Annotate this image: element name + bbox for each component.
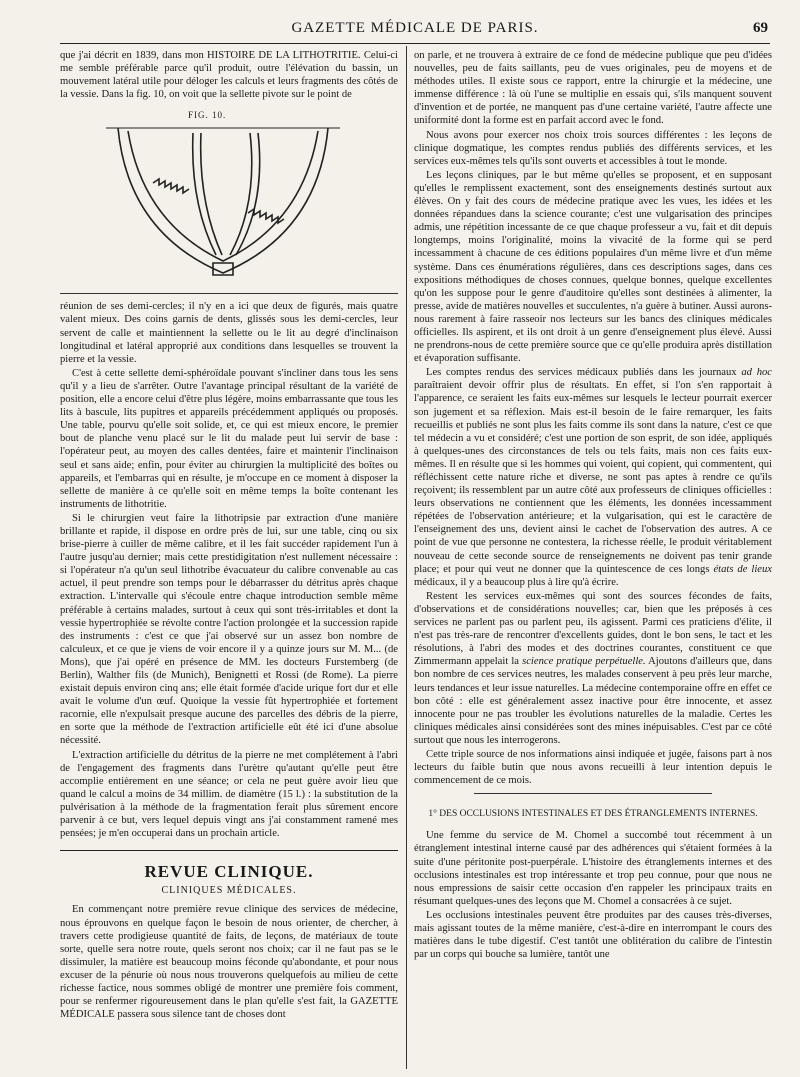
left-paragraph-5: En commençant notre première revue clinique des services de médecine, nous éprouvons en quelque façon le besoin de nous orienter, de chercher, à travers cette prodigieuse quantité de faits, de leçons, de matériaux de toute sorte, quelle sera notre route, quels seront nos choix; car il ne faut pas se le dissimuler, la matière est beaucoup moins féconde qu'abondante, et pour nous excuser de la pénurie où nous nous trouverons quelquefois au milieu de cette richesse factice, nous sommes obligé de montrer une première fois comment, pour se renfermer rigoureusement dans le plan qu'elle s'est fait, la GAZETTE MÉDICALE passera sous silence tant de choses dont bbox=[60, 904, 398, 1021]
left-paragraph-2: C'est à cette sellette demi-sphéroïdale pouvant s'incliner dans tous les sens qu'il y a lieu de s'arrêter. Outre l'avantage principal résultant de la variété de position, elle a encore celui d'être plus légère, moins embarrassante que tous les lits à bascule, lits pupitres et appareils précédemment appliqués ou proposés. Une table, pourvu qu'elle soit solide, et, ce qui est mieux encore, le premier bout de planche venu placé sur le lit du malade peut lui servir de base : l'opérateur peut, au moyen des calles dentées, faire et maintenir l'inclinaison seul et sans aide; enfin, pour éviter au chirurgien la multiplicité des boîtes ou appareils, et l'embarras qui en résulte, je m'occupe en ce moment à disposer la sellette de manière à ce qu'elle soit en même temps la boîte contenant les instruments de lithotritie. bbox=[60, 367, 398, 510]
right-column bbox=[414, 49, 772, 962]
right-paragraph-2: Nous avons pour exercer nos choix trois sources différentes : les leçons de clinique dogmatique, les comptes rendus publiés des différents services, et les services eux-mêmes tels qu'ils sont ouverts et accessibles à tout le monde. bbox=[414, 129, 772, 167]
right-p4-italic-b: états de lieux bbox=[713, 563, 772, 575]
right-paragraph-5 bbox=[414, 590, 772, 747]
lithotrity-seat-illustration bbox=[98, 123, 348, 283]
left-paragraph-4: L'extraction artificielle du détritus de la pierre ne met complétement à l'abri de l'engagement des fragments dans l'urètre qu'autant qu'elle peut être accomplie entièrement en une séance; or cela ne peut guère avoir lieu que quand le calcul a moins de 34 millim. de diamètre (15 l.) : la substitution de la pulvérisation à la méthode de la fragmentation ferait plus sûrement encore parvenir à ce but, vers lequel depuis vingt ans j'ai constamment ramené mes pensées; je m'en occuperai dans un prochain article. bbox=[60, 749, 398, 840]
right-p5-text-b: Ajoutons d'ailleurs que, dans bon nombre de ces services neutres, les malades conservent à peu près leur marche, leurs tendances et leur issue naturelles. La médecine contemporaine offre en effet ce bon côté : elle est généralement assez inactive pour être innocente, et assez innocente pour ne pas troubler les évolutions naturelles de la maladie. Certes les cliniques médicales ainsi considérées sont des mines inépuisables. C'est par ce côté surtout que nous les interrogerons. bbox=[414, 656, 772, 746]
right-p4-italic-a: ad hoc bbox=[741, 367, 772, 379]
right-p4-text-b: paraîtraient devoir offrir plus de résultats. En effet, si l'on s'en rapportait à l'apparence, ce seraient les faits eux-mêmes sur lesquels le lecteur pourrait exercer son jugement et sa réflexion. Mais est-il besoin de le faire remarquer, les faits recueillis et publiés ne sont plus les faits comme ils sont dans la nature, c'est ce que tel médecin a vu et considéré; c'est une portion de son esprit, de son idée, appliqués à quelques-unes des circonstances de tels ou tels faits, mais non ces faits eux-mêmes. Il en résulte que si les hommes qui voient, qui copient, qui commentent, qui réfléchissent cette nature riche et diverse, ne sont pas aptes à rendre ce qu'ils reçoivent; ils ressemblent par un autre côté aux professeurs de cliniques officielles : leurs observations ne contiennent que les éléments, les données incessamment répétées de l'observation antérieure; et la vulgarisation, qui est le caractère de l'enseignement des uns, devient ainsi le cachet de l'observation des autres. A ce point de vue que personne ne contestera, la richesse réelle, le produit véritablement nouveau de cette seconde source de renseignements ne doivent pas tenir grande place; et pour qui veut ne donner que la quintescence de ces longs bbox=[414, 380, 772, 575]
right-paragraph-1: on parle, et ne trouvera à extraire de ce fond de médecine publique que peu d'idées nouvelles, peu de faits saillants, peu de vues originales, peu de moyens et de méthodes utiles. Il existe sous ce rapport, entre la chirurgie et la médecine, une immense différence : là où l'une se multiplie en essais qui, s'ils manquent souvent d'invention et de portée, ne manquent pas d'une certaine variété, l'autre affecte une uniformité dont la forme est en parfait accord avec le fond. bbox=[414, 50, 772, 127]
column-divider bbox=[406, 46, 407, 1069]
right-p4-text-a: Les comptes rendus des services médicaux publiés dans les journaux bbox=[426, 367, 742, 379]
page-number: 69 bbox=[753, 20, 768, 36]
right-p4-text-c: médicaux, il y a beaucoup plus à lire qu'à écrire. bbox=[414, 576, 619, 588]
header-rule bbox=[60, 43, 770, 44]
figure-10 bbox=[60, 105, 398, 294]
left-paragraph-3: Si le chirurgien veut faire la lithotripsie par extraction d'une manière brillante et rapide, il dispose en ordre près de lui, sur une table, cinq ou six brise-pierre à cuiller de même calibre, et il les fait succéder rapidement l'un à l'autre jusqu'au dernier; mais cette prestidigitation n'est nullement nécessaire : si l'opérateur n'a qu'un seul lithotribe évacuateur du calibre convenable au cas actuel, il peut prendre son temps pour le débarrasser du détritus après chaque extraction. L'intervalle qui s'écoule entre chaque introduction semble même préférable à certains malades, surtout à ceux qui sont très-irritables et dont la vessie hypertrophiée se révolte contre l'action prolongée et la succession rapide des instruments : c'est ce que j'ai observé sur un assez bon nombre de calculeux, et ce que je viens de voir encore il y a quinze jours sur M. M... (de Mons), que j'ai opéré en présence de MM. les docteurs Furstemberg (de Berlin), Walther fils (de Munich), Benignetti et Rossi (de Rome). La pierre existait depuis environ cinq ans; elle était formée d'acide urique fort dur et elle avait le volume d'un œuf. Quoique la vessie fût hypertrophiée et fortement racornie, elle n'expulsait presque aucune des parcelles des débris de la pierre, en sorte que la méthode de l'extraction artificielle eût été ici d'une absolue nécessité. bbox=[60, 512, 398, 747]
right-paragraph-7: Une femme du service de M. Chomel a succombé tout récemment à un étranglement intestinal interne causé par des adhérences qui s'étaient formées à la suite d'une péritonite post-puerpérale. L'histoire des étranglements internes et des occlusions intestinales est trop intéressante et trop peu connue, pour que nous ne nous empressions de saisir cette occasion d'en rappeler les principaux traits en résumant quelques-unes des leçons que M. Chomel a consacrées à ce sujet. bbox=[414, 830, 772, 907]
article-rule bbox=[474, 793, 712, 794]
right-paragraph-8: Les occlusions intestinales peuvent être produites par des causes très-diverses, mais agissant toutes de la même manière, c'est-à-dire en interrompant le cours des matières dans le tube digestif. C'est tantôt une oblitération du calibre de l'intestin par un corps qui bouche sa lumière, tantôt une bbox=[414, 909, 772, 961]
section-subtitle: CLINIQUES MÉDICALES. bbox=[161, 885, 297, 897]
right-paragraph-4 bbox=[414, 366, 772, 589]
right-paragraph-3: Les leçons cliniques, par le but même qu'elles se proposent, et en supposant qu'elles le remplissent exactement, sont des enseignements destinés surtout aux élèves. On y fait des cours de médecine pratique avec les vues, les idées et les données répandues dans la science courante; c'est une vulgarisation des principes admis, une répétition incessante de ce que chaque professeur a vu, fait et dit depuis longtemps, moins l'originalité, moins la vivacité de la forme qui se perd incessamment à chacune de ces éditions populaires d'un même livre et d'un même système. Dans ces énumérations régulières, dans ces descriptions sages, dans ces expositions méthodiques de choses connues, quelque bonnes, quelque excellentes qu'on les suppose pour le genre d'auditoire qu'elles sont destinées à alimenter, la presse, avide de matières nouvelles et succulentes, n'a guère à butiner. Aussi aurons-nous rarement à faire rasseoir nos lecteurs sur les bancs des cliniques médicales officielles. Ils aspirent, et ils ont droit à un genre d'enseignement plus élevé. Aussi ne prendrons-nous de cette première source que ce qu'elle produira après distillation et évaporation suffisante. bbox=[414, 169, 772, 365]
right-p5-text-a: Restent les services eux-mêmes qui sont des sources fécondes de faits, d'observations et de considérations nouvelles; car, bien que les préposés à ces services ne parlent pas ou parlent peu, ils agissent. Parmi ces praticiens d'élite, il n'est pas très-rare de rencontrer d'excellents guides, dont le bon sens, le tact et les résolutions, à l'abri des modes et des doctrines courantes, constituent ce que Zimmermann appelait la bbox=[414, 590, 772, 668]
journal-title: GAZETTE MÉDICALE DE PARIS. bbox=[291, 20, 539, 36]
section-rule bbox=[60, 850, 398, 851]
left-column bbox=[60, 49, 398, 1022]
left-paragraph-1-part-b: réunion de ses demi-cercles; il n'y en a ici que deux de figurés, mais quatre valent mieux. Des coins garnis de dents, glissés sous les demi-cercles, leur servent de calle et maintiennent la sellette ou le lit au degré d'inclinaison longitudinal et latéral approprié aux conditions dans lesquelles se trouvent la pierre et la vessie. bbox=[60, 301, 398, 365]
right-p5-italic: science pratique perpétuelle. bbox=[522, 656, 646, 668]
section-title: REVUE CLINIQUE. bbox=[144, 862, 314, 882]
right-paragraph-6: Cette triple source de nos informations ainsi indiquée et jugée, faisons part à nos lecteurs du faible butin que nous avons recueilli à leur intention depuis le commencement de ce mois. bbox=[414, 748, 772, 787]
left-paragraph-1-block bbox=[60, 49, 398, 366]
left-paragraph-1-part-a: que j'ai décrit en 1839, dans mon HISTOIRE DE LA LITHOTRITIE. Celui-ci me semble préférable parce qu'il produit, outre l'élévation du bassin, un mouvement latéral utile pour déloger les calculs et leurs fragments des côtés de la vessie. Dans la fig. 10, on voit que la sellette pivote sur le point de bbox=[60, 50, 398, 101]
article-title: 1° DES OCCLUSIONS INTESTINALES ET DES ÉTRANGLEMENTS INTERNES. bbox=[428, 809, 758, 820]
page-header bbox=[60, 18, 770, 42]
figure-caption: FIG. 10. bbox=[188, 110, 227, 121]
